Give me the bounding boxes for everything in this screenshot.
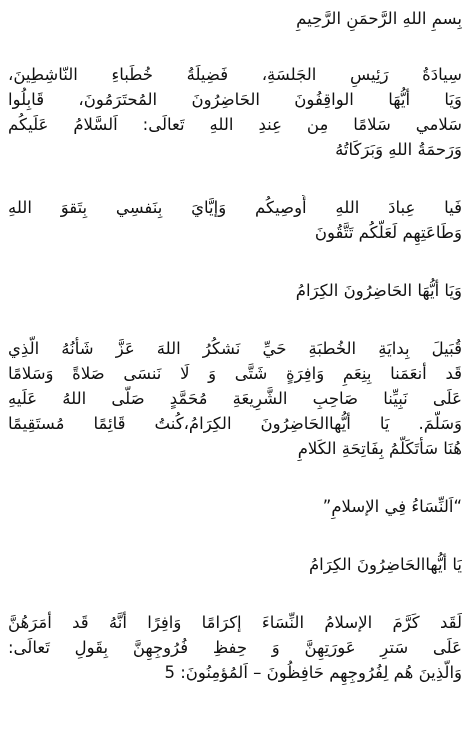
intro-paragraph <box>8 336 462 461</box>
address-line: وَيَا أيُّهَا الحَاضِرُونَ الكِرَامُ <box>295 281 462 300</box>
advice-line: فَيا عِبادَ اللهِ أُوصِيكُم وَإيَّايَ بِنَفسِي بِتَقوَ اللهِ <box>8 198 462 217</box>
body-line: لَقَد كَرَّمَ الإسلامُ النِّسَاءَ إكرَامًا وَافِرًا أنَّهُ قَد أمَرَهُنَّ <box>8 613 462 632</box>
topic-title <box>8 494 462 519</box>
greeting-line: سَلامي سَلامًا مِن عِندِ اللهِ تَعالَى: اَلسَّلامُ عَلَيكُم <box>8 115 462 134</box>
body-line: عَلَى سَترِ عَورَتِهِنَّ وَ حِفظِ فُرُوجِهِنَّ بِقَولِ تَعالَى: <box>8 638 462 657</box>
intro-line: هُنَا سَأتَكَلَّمُ بِفَاتِحَةِ الكَلامِ <box>297 439 462 458</box>
body-paragraph <box>8 610 462 685</box>
topic-title-line: “اَلنِّسَاءُ فِي الإسلامِ” <box>322 497 462 516</box>
greeting-line: وَيَا أيُّهَا الواقِفُونَ الحَاضِرُونَ المُحتَرَمُونَ، قَابِلُوا <box>8 90 462 109</box>
body-line: وَالَّذِينَ هُم لِفُرُوجِهِم حَافِظُونَ – اَلمُؤمِنُونَ: 5 <box>164 663 462 682</box>
address-heading-1 <box>8 278 462 303</box>
intro-line: عَلَى نَبِيِّنا صَاحِبِ الشَّرِيعَةِ مُحَمَّدٍ صَلَّى اللهُ عَلَيهِ <box>8 389 462 408</box>
greeting-line: سِيادَةُ رَئِيسِ الجَلسَةِ، فَضِيلَةُ خُطَباءِ النّاشِطِينَ، <box>8 65 462 84</box>
intro-line: قَد أنعَمَنا بِنِعَمٍ وَافِرَةٍ شَتَّى وَ لَا نَنسَى صَلاةً وَسَلامًا <box>8 364 462 383</box>
advice-line: وَطَاعَتِهِم لَعَلَّكُم تَتَّقُونَ <box>314 223 462 242</box>
advice-paragraph <box>8 195 462 245</box>
basmala-line: بِسمِ اللهِ الرَّحمَنِ الرَّحِيمِ <box>296 9 462 28</box>
address-heading-2 <box>8 552 462 577</box>
address-line: يَا أيُّهاالحَاضِرُونَ الكِرَامُ <box>308 555 462 574</box>
intro-line: وَسَلَّمَ. يَا أيُّهاالحَاضِرُونَ الكِرَامُ،كُنتُ قَائِمًا مُستَقِيمًا <box>8 414 462 433</box>
intro-line: قُبَيلَ بِدايَةِ الخُطبَةِ حَيِّ نَشكُرُ اللهَ عَزَّ شَأنُهُ الَّذِي <box>8 339 462 358</box>
basmala <box>8 6 462 31</box>
greeting-paragraph <box>8 62 462 162</box>
greeting-line: وَرَحمَةُ اللهِ وَبَرَكَاتُهُ <box>335 140 462 159</box>
